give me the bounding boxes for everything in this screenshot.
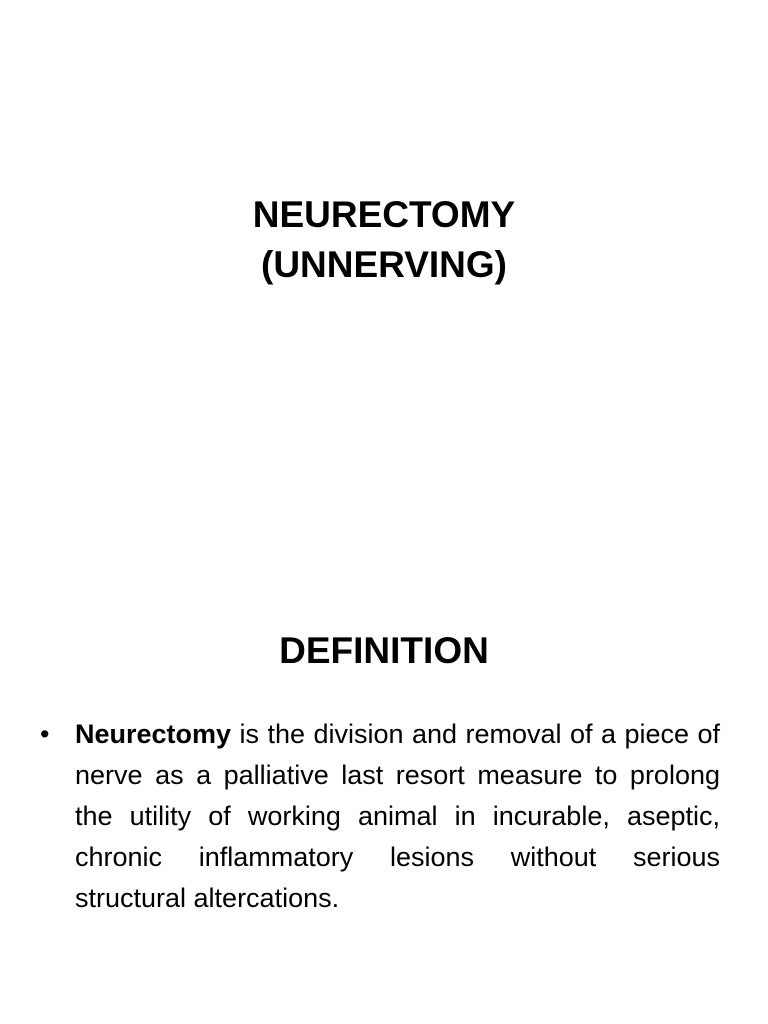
definition-body: is the division and removal of a piece of nerve as a palliative last resort measure to prolong the utility of working animal in incurable, aseptic, chronic inflammatory lesions without serious structural altercations. — [75, 719, 720, 913]
title-line-2: (UNNERVING) — [261, 244, 507, 285]
definition-text — [75, 714, 720, 919]
definition-term: Neurectomy — [75, 719, 232, 749]
title-line-1: NEURECTOMY — [252, 194, 516, 235]
bullet-dot-icon: • — [40, 719, 50, 749]
definition-slide — [0, 512, 768, 1024]
definition-heading: DEFINITION — [279, 630, 489, 671]
slide-title — [0, 190, 768, 290]
